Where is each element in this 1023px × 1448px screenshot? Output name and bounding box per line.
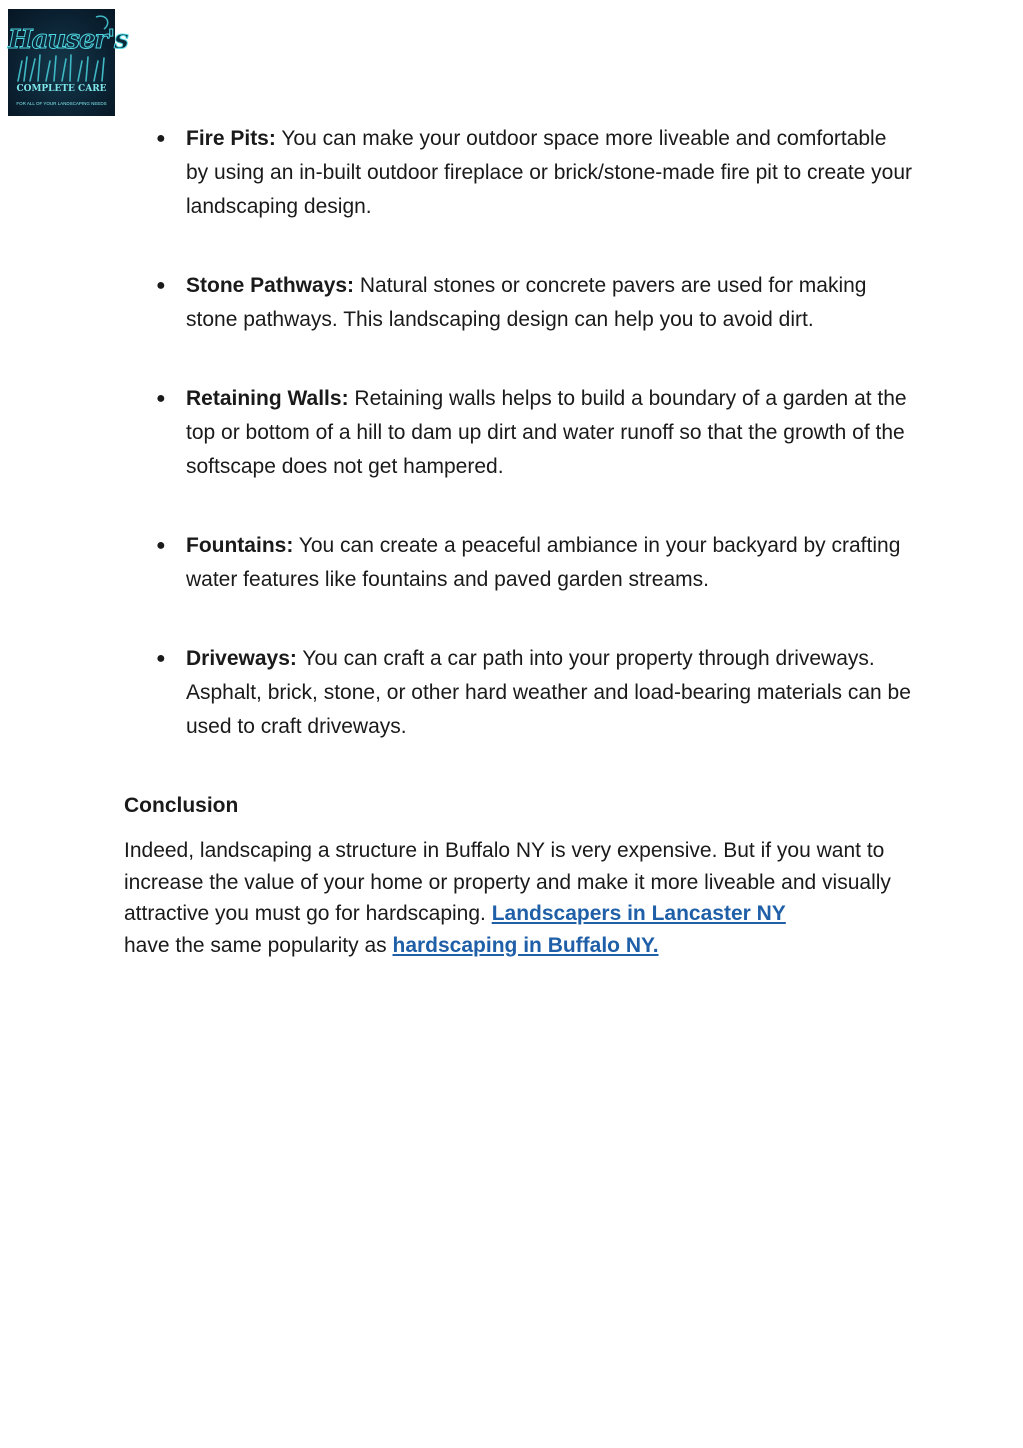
list-item-fire-pits (124, 122, 914, 224)
list-item-text: You can make your outdoor space more liveable and comfortable by using an in-built outdoor fireplace or brick/stone-made fire pit to create your landscaping design. (186, 127, 913, 218)
bullet-icon: ● (156, 277, 166, 294)
logo-subtitle: COMPLETE CARE (16, 84, 107, 94)
list-item-fountains (124, 529, 914, 597)
logo-tagline: FOR ALL OF YOUR LANDSCAPING NEEDS (16, 101, 107, 106)
feature-list (124, 122, 914, 744)
bullet-icon: ● (156, 130, 166, 147)
list-item-text: Retaining walls helps to build a boundary of a garden at the top or bottom of a hill to dam up dirt and water runoff so that the growth of the softscape does not get hampered. (186, 387, 907, 478)
conclusion-text-between: have the same popularity as (124, 933, 393, 957)
conclusion-text: Indeed, landscaping a structure in Buffalo NY is very expensive. But if you want to increase the value of your home or property and make it more liveable and visually attractive you must go for hardscaping. (124, 839, 891, 925)
list-item-text: Natural stones or concrete pavers are used for making stone pathways. This landscaping design can help you to avoid dirt. (186, 274, 867, 331)
conclusion-paragraph (124, 835, 914, 961)
logo-name: Hauser's (8, 25, 128, 55)
company-logo (8, 9, 128, 116)
list-item-retaining-walls (124, 382, 914, 484)
list-item-term: Driveways: (186, 647, 297, 670)
list-item-term: Fire Pits: (186, 127, 276, 150)
list-item-stone-pathways (124, 269, 914, 337)
list-item-text: You can create a peaceful ambiance in your backyard by crafting water features like fountains and paved garden streams. (186, 534, 901, 591)
conclusion-heading: Conclusion (124, 794, 239, 817)
landscapers-lancaster-link[interactable]: Landscapers in Lancaster NY (491, 902, 786, 925)
bullet-icon: ● (156, 650, 166, 667)
list-item-term: Fountains: (186, 534, 294, 557)
list-item-term: Stone Pathways: (186, 274, 355, 297)
bullet-icon: ● (156, 537, 166, 554)
document-body (124, 122, 914, 961)
list-item-text: You can craft a car path into your property through driveways. Asphalt, brick, stone, or other hard weather and load-bearing materials can be used to craft driveways. (186, 647, 911, 738)
list-item-driveways (124, 642, 914, 744)
list-item-term: Retaining Walls: (186, 387, 349, 410)
bullet-icon: ● (156, 390, 166, 407)
hardscaping-buffalo-link[interactable]: hardscaping in Buffalo NY. (392, 933, 659, 957)
